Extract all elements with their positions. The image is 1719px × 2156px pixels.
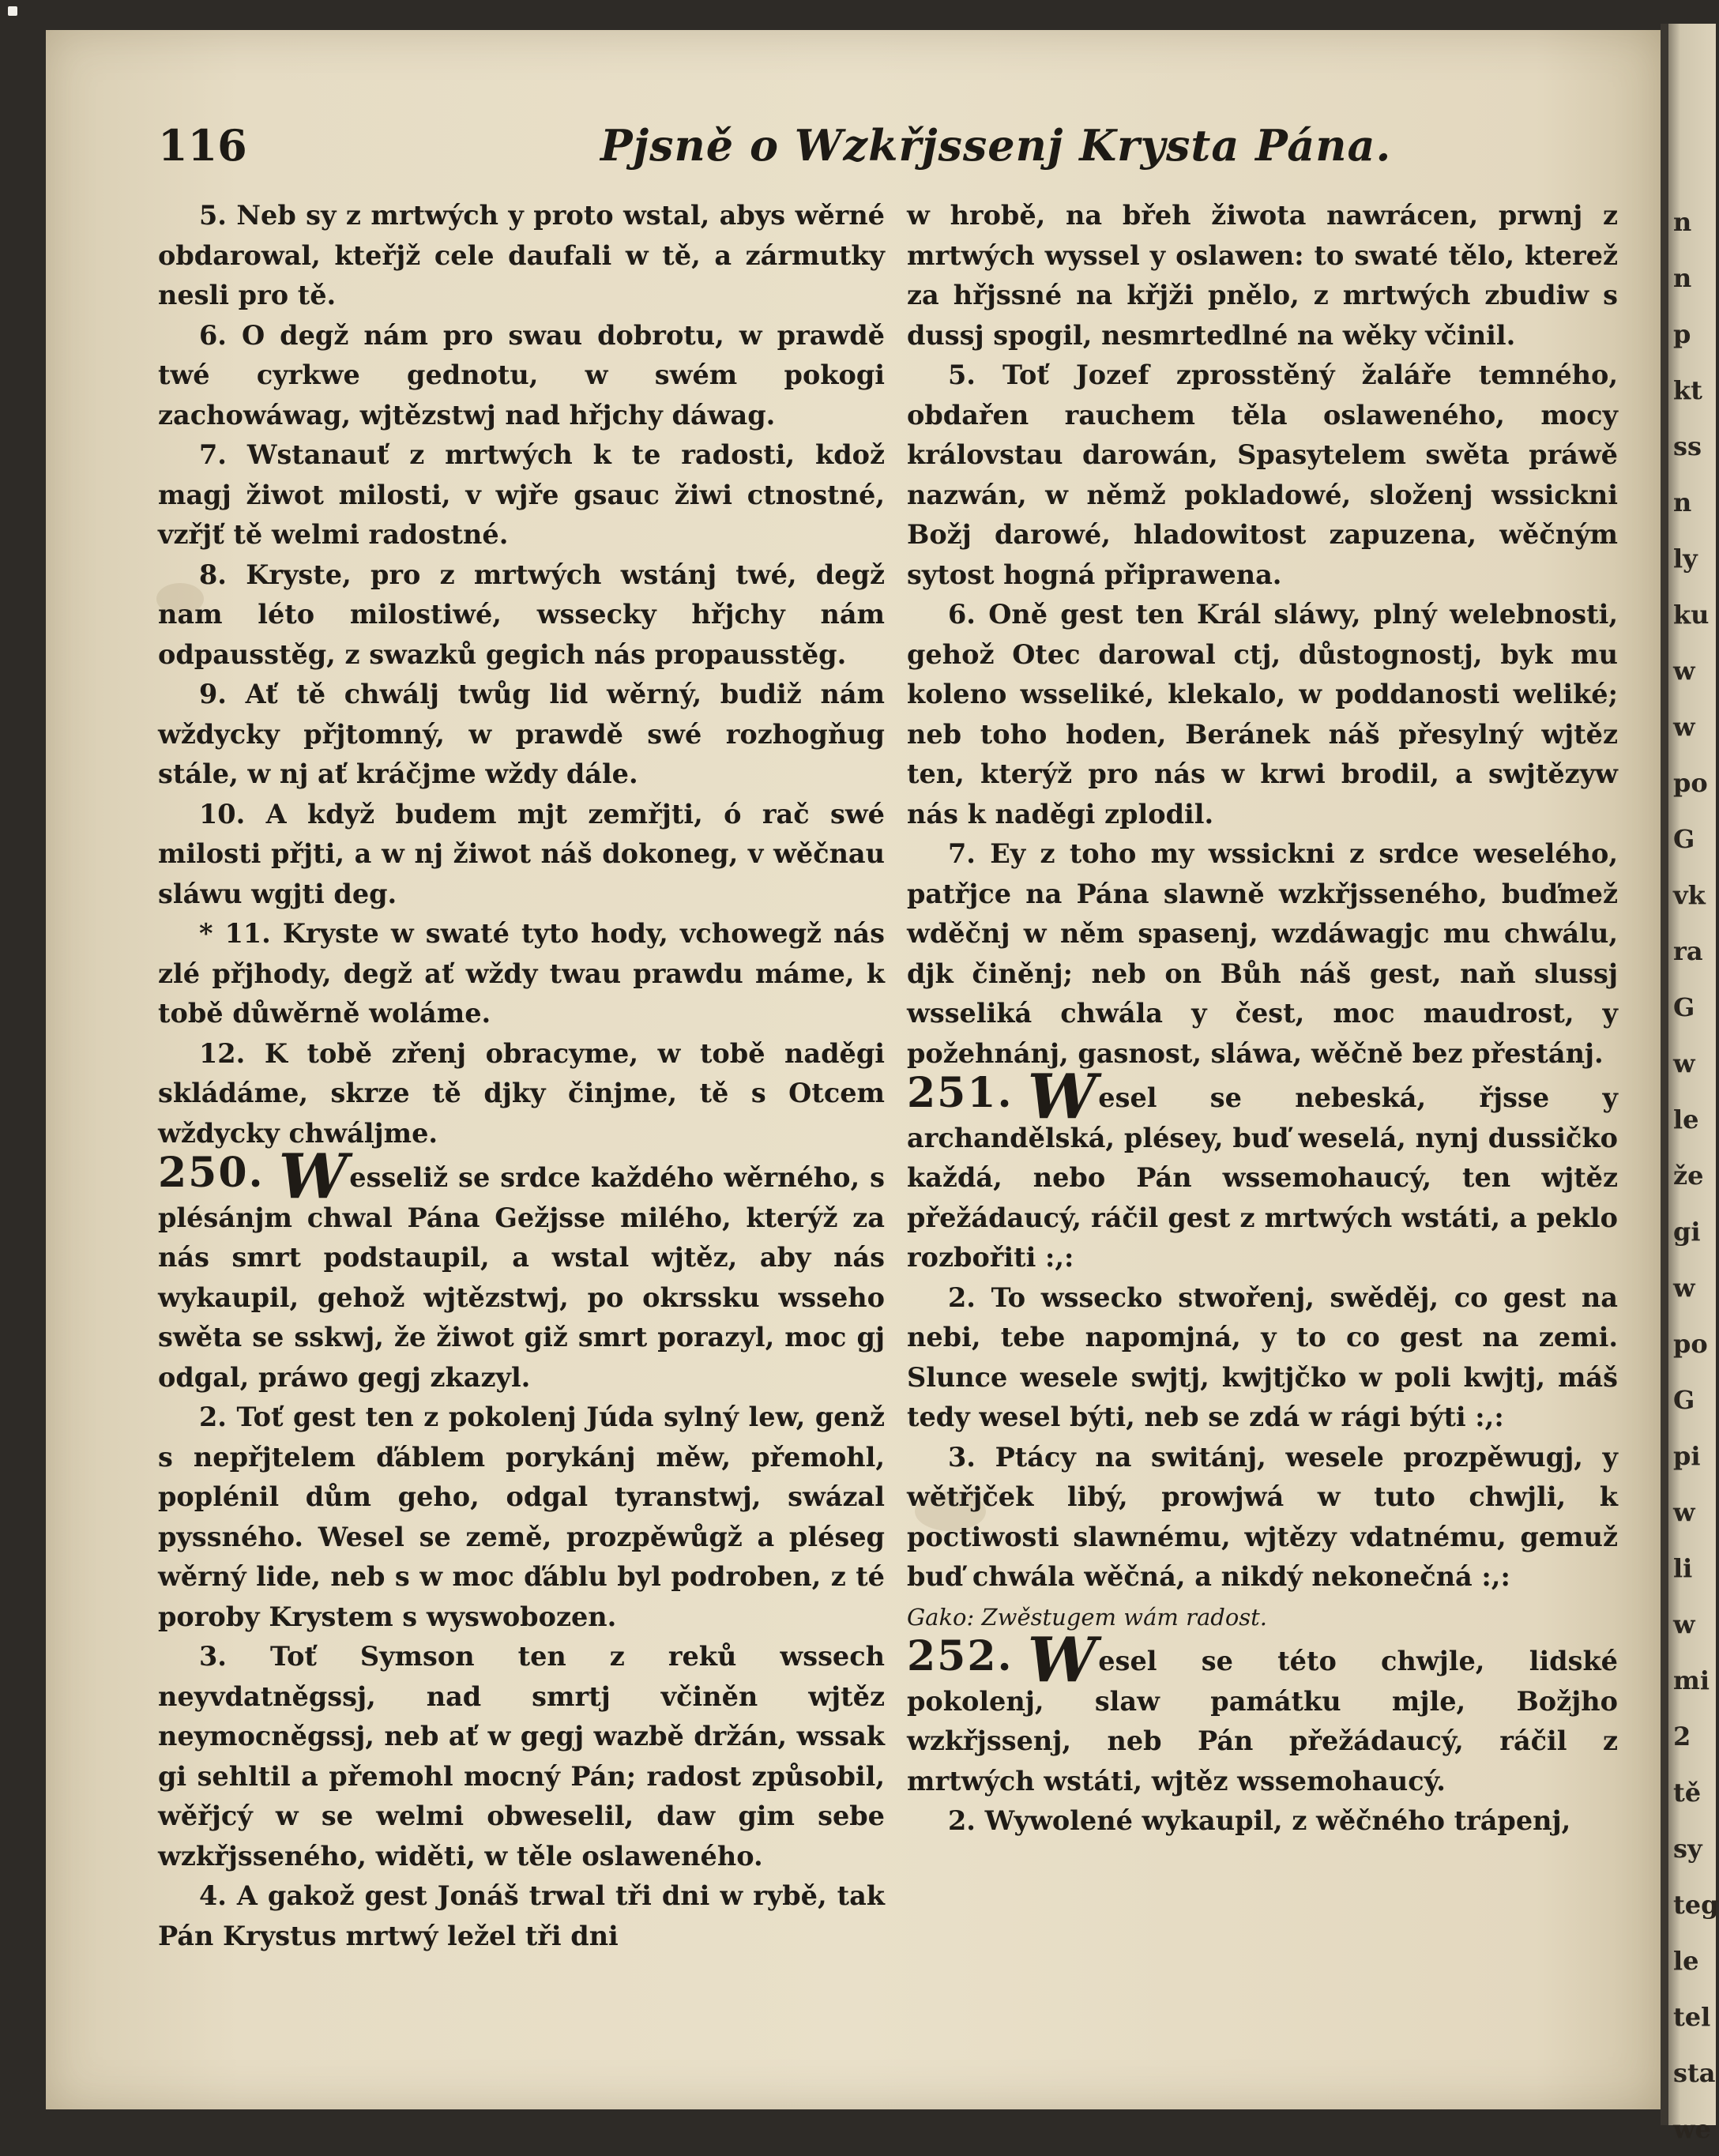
adjacent-page-fragment: po: [1673, 1329, 1708, 1359]
adjacent-page-fragment: we: [1673, 2114, 1711, 2144]
hymn-start: [907, 1061, 1618, 1278]
adjacent-page-fragment: w: [1673, 1609, 1695, 1639]
adjacent-page-fragment: tel: [1673, 2002, 1711, 2032]
drop-cap: W: [1027, 1061, 1097, 1133]
adjacent-page-fragment: le: [1673, 1104, 1699, 1134]
drop-cap: W: [1027, 1624, 1097, 1696]
stanza: 12. K tobě zřenj obracyme, w tobě naděgi skládáme, skrze tě djky činjme, tě s Otcem wždycky chwáljme.: [158, 1037, 885, 1149]
adjacent-page-fragment: p: [1673, 319, 1691, 349]
adjacent-page-fragment: po: [1673, 768, 1708, 798]
right-column: [907, 196, 1618, 1842]
stanza: 7. Ey z toho my wssickni z srdce weselého, patřjce na Pána slawně wzkřjsseného, buďmež wděčnj w něm spasenj, wzdáwagjc mu chwálu, djk činěnj; neb on Bůh náš gest, naň slussj wsseliká chwála y čest, moc maudrost, y požehnánj, gasnost, sláwa, wěčně bez přestánj.: [907, 838, 1618, 1069]
stanza: 3. Ptácy na switánj, wesele prozpěwugj, y wětřjček libý, prowjwá w tuto chwjli, k poctiwosti slawnému, wjtězy vdatnému, gemuž buď chwála wěčná, a nikdý nekonečná :,:: [907, 1441, 1618, 1592]
adjacent-page-fragment: ly: [1673, 544, 1698, 574]
stanza: 7. Wstanauť z mrtwých k te radosti, kdož magj žiwot milosti, v wjře gsauc žiwi ctnostné, vzřjť tě welmi radostné.: [158, 439, 885, 550]
hymn-number: 251.: [907, 1069, 1014, 1117]
adjacent-page-fragment: li: [1673, 1553, 1693, 1583]
stanza: 6. O degž nám pro swau dobrotu, w prawdě twé cyrkwe gednotu, w swém pokogi zachowáwag, wjtězstwj nad hřjchy dáwag.: [158, 319, 885, 431]
adjacent-page-fragment: tě: [1673, 1778, 1702, 1808]
adjacent-page-fragment: G: [1673, 992, 1695, 1022]
adjacent-page-fragment: sy: [1673, 1834, 1702, 1864]
tune-reference: Gako: Zwěstugem wám radost.: [907, 1603, 1268, 1631]
hymn-number: 250.: [158, 1149, 265, 1197]
adjacent-page-fragment: ku: [1673, 600, 1710, 630]
adjacent-page-fragment: ra: [1673, 936, 1703, 966]
adjacent-page-fragment: le: [1673, 1946, 1699, 1976]
adjacent-page-fragment: G: [1673, 824, 1695, 854]
stanza: 2. Wywolené wykaupil, z wěčného trápenj,: [948, 1805, 1571, 1836]
drop-cap: W: [278, 1141, 348, 1213]
adjacent-page-fragment: teg: [1673, 1890, 1719, 1920]
stanza-continuation: w hrobě, na břeh žiwota nawrácen, prwnj z mrtwých wyssel y oslawen: to swaté tělo, kterež za hřjssné na křjži pnělo, z mrtwých zbudiw s dussj spogil, nesmrtedlné na wěky včinil.: [907, 200, 1618, 351]
adjacent-page-fragment: mi: [1673, 1665, 1710, 1695]
adjacent-page-fragment: sta: [1673, 2058, 1716, 2088]
adjacent-page-fragment: vk: [1673, 880, 1706, 910]
adjacent-page-fragment: w: [1673, 1273, 1695, 1303]
adjacent-page-fragment: ss: [1673, 431, 1702, 461]
hymn-start: [907, 1624, 1618, 1801]
stanza: * 11. Kryste w swaté tyto hody, vchowegž nás zlé přjhody, degž ať wždy twau prawdu máme, k tobě důwěrně woláme.: [158, 918, 885, 1029]
corner-marker: [8, 6, 17, 16]
adjacent-page-fragment: n: [1673, 263, 1692, 293]
adjacent-page-fragment: G: [1673, 1385, 1695, 1415]
stanza: 5. Neb sy z mrtwých y proto wstal, abys wěrné obdarowal, kteřjž cele daufali w tě, a zármutky nesli pro tě.: [158, 200, 885, 310]
stanza: 9. Ať tě chwálj twůg lid wěrný, budiž nám wždycky přjtomný, w prawdě swé rozhogňug stále, w nj ať kráčjme wždy dále.: [158, 679, 885, 789]
stanza: 8. Kryste, pro z mrtwých wstánj twé, degž nam léto milostiwé, wssecky hřjchy nám odpausstěg, z swazků gegich nás propausstěg.: [158, 559, 885, 670]
page-number: 116: [158, 120, 247, 171]
adjacent-page-fragment: 2: [1673, 1721, 1691, 1752]
hymn-text: esseliž se srdce každého wěrného, s plésánjm chwal Pána Gežjsse milého, kterýž za nás smrt podstaupil, a wstal wjtěz, aby nás wykaupil, gehož wjtězstwj, po okrssku wsseho swěta se sskwj, že žiwot giž smrt porazyl, moc gj odgal, práwo gegj zkazyl.: [158, 1162, 885, 1393]
hymn-number: 252.: [907, 1632, 1014, 1680]
running-title: Pjsně o Wzkřjssenj Krysta Pána.: [600, 120, 1392, 171]
adjacent-page-fragment: pi: [1673, 1441, 1701, 1471]
stanza: 5. Toť Jozef zprosstěný žaláře temného, obdařen rauchem těla oslaweného, mocy královstau darowán, Spasytelem swěta práwě nazwán, w němž pokladowé, složenj wssickni Božj darowé, hladowitost zapuzena, wěčným sytost hogná připrawena.: [907, 359, 1618, 590]
stanza: 4. A gakož gest Jonáš trwal tři dni w rybě, tak Pán Krystus mrtwý ležel tři dni: [158, 1880, 885, 1951]
adjacent-page-fragment: n: [1673, 207, 1692, 237]
hymn-text: esel se nebeská, řjsse y archandělská, plésey, buď weselá, nynj dussičko každá, nebo Pán wssemohaucý, ten wjtěz přežádaucý, ráčil gest z mrtwých wstáti, a peklo rozbořiti :,:: [907, 1082, 1618, 1273]
left-column: [158, 196, 885, 1956]
page-header: [158, 120, 1533, 175]
stanza: 3. Toť Symson ten z reků wssech neyvdatněgssj, nad smrtj včiněn wjtěz neymocněgssj, neb ať w gegj wazbě držán, wssak gi sehltil a přemohl mocný Pán; radost způsobil, wěřjcý w se welmi obweselil, daw gim sebe wzkřjsseného, widěti, w těle oslaweného.: [158, 1641, 885, 1872]
stanza: 2. To wssecko stwořenj, swěděj, co gest na nebi, tebe napomjná, y to co gest na zemi. Slunce wesele swjtj, kwjtjčko w poli kwjtj, máš tedy wesel býti, neb se zdá w rági býti :,:: [907, 1281, 1618, 1432]
adjacent-page-fragment: w: [1673, 1497, 1695, 1527]
stanza: 10. A když budem mjt zemřjti, ó rač swé milosti přjti, a w nj žiwot náš dokoneg, v wěčnau sláwu wgjti deg.: [158, 798, 885, 909]
hymn-start: [158, 1141, 885, 1398]
adjacent-page-fragment: n: [1673, 487, 1692, 517]
hymn-text: esel se této chwjle, lidské pokolenj, slaw památku mjle, Božjho wzkřjssenj, neb Pán přežádaucý, ráčil z mrtwých wstáti, wjtěz wssemohaucý.: [907, 1646, 1618, 1797]
adjacent-page-fragment: že: [1673, 1161, 1704, 1191]
adjacent-page-fragment: gi: [1673, 1217, 1701, 1247]
stanza: 6. Oně gest ten Král sláwy, plný welebnosti, gehož Otec darowal ctj, důstognostj, byk mu koleno wsseliké, klekalo, w poddanosti weliké; neb toho hoden, Beránek náš přesylný wjtěz ten, kterýž pro nás w krwi brodil, a swjtězyw nás k naděgi zplodil.: [907, 599, 1618, 830]
adjacent-page-fragment: kt: [1673, 375, 1702, 405]
adjacent-page-fragment: w: [1673, 1048, 1695, 1078]
adjacent-page-fragment: w: [1673, 712, 1695, 742]
stanza: 2. Toť gest ten z pokolenj Júda sylný lew, genž s nepřjtelem ďáblem porykánj měw, přemohl, poplénil dům geho, odgal tyranstwj, swázal pyssného. Wesel se země, prozpěwůgž a pléseg wěrný lide, neb s w moc ďáblu byl podroben, z té poroby Krystem s wyswobozen.: [158, 1402, 885, 1632]
adjacent-page-fragment: w: [1673, 656, 1695, 686]
